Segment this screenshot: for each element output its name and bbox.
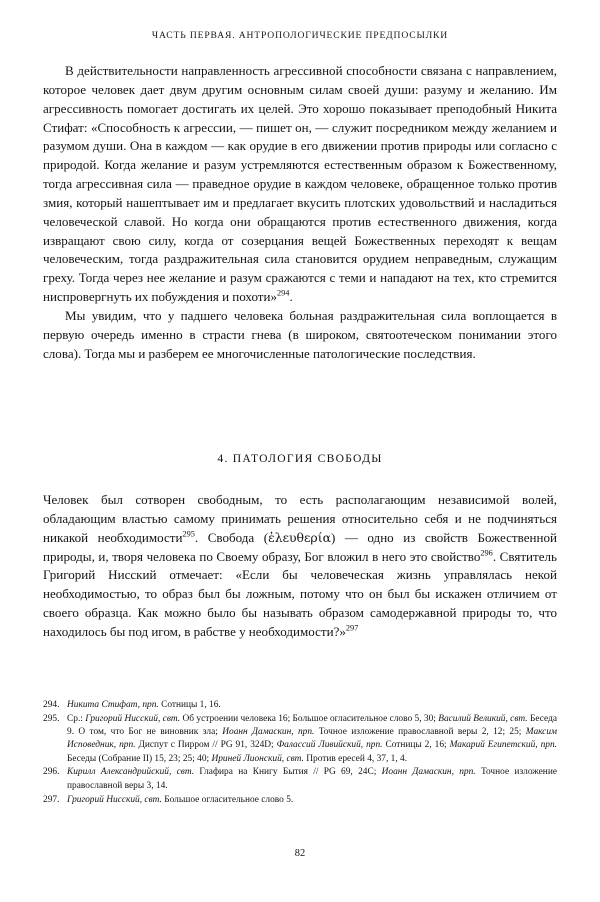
- paragraph-freedom-text-2: . Свобода (: [194, 529, 269, 545]
- footnote-author: Григорий Нисский, свт.: [85, 713, 181, 724]
- footnote-author: Макарий Египетский, прп.: [449, 740, 557, 751]
- footnote-author: Василий Великий, свт.: [438, 713, 528, 724]
- section-heading-pathology-of-freedom: 4. ПАТОЛОГИЯ СВОБОДЫ: [217, 452, 383, 465]
- footnote-number: 296.: [43, 767, 60, 778]
- footnote-citation: Ср.:: [67, 713, 86, 724]
- footnote-citation: Беседа 9. О том, что Бог не виновник зла;: [67, 713, 558, 738]
- footnote-citation: Точное изложение православной веры 3, 14.: [67, 767, 557, 791]
- footnote-author: Ириней Лионский, свт.: [211, 753, 304, 764]
- paragraph-freedom: [43, 491, 557, 642]
- paragraph-freedom-text-3: ) — одно из свойств Божественной природы, и, творя человека по Своему образу, Бог вложил в него это свойство: [43, 529, 557, 564]
- footnote-citation: Большое огласительное слово 5.: [161, 794, 294, 805]
- footnote-author: Кирилл Александрийский, свт.: [67, 767, 195, 778]
- footnote-number: 294.: [43, 700, 60, 710]
- footnote-citation: Беседы (Собрание II) 15, 23; 25; 40;: [67, 753, 212, 764]
- footnote-citation: Сотницы 1, 16.: [158, 700, 221, 710]
- footnote-author: Иоанн Дамаскин, прп.: [222, 727, 315, 738]
- footnote-citation: Против ересей 4, 37, 1, 4.: [303, 753, 408, 764]
- paragraph-aggression: [43, 62, 557, 307]
- paragraph-anger: Мы увидим, что у падшего человека больная раздражительная сила воплощается в первую очередь именно в страсти гнева (в широком, святоотеческом понимании этого слова). Тогда мы и разберем ее многочисленные патологические последствия.: [43, 307, 557, 361]
- footnote-ref-296[interactable]: 296: [480, 548, 493, 558]
- footnote-text: [67, 795, 293, 805]
- paragraph-aggression-tail: .: [289, 289, 293, 305]
- footnote-number: 297.: [43, 794, 60, 805]
- greek-term-eleutheria: ἐλευθερία: [268, 529, 331, 545]
- footnote-ref-294[interactable]: 294: [277, 288, 290, 298]
- footnote-citation: Диспут с Пирром // PG 91, 324D;: [135, 740, 277, 751]
- footnote-text: [67, 714, 557, 764]
- footnote-author: Григорий Нисский, свт.: [67, 794, 162, 805]
- footnote-entry: [43, 713, 557, 766]
- footnote-entry: [43, 766, 557, 793]
- footnote-text: [67, 700, 221, 710]
- footnote-ref-297[interactable]: 297: [345, 623, 359, 633]
- body-text-block-2: [43, 491, 557, 642]
- footnote-author: Никита Стифат, прп.: [67, 700, 159, 710]
- paragraph-freedom-text-4: . Святитель Григорий Нисский отмечает: «Если бы человеческая жизнь управлялась некой необходимостью, то образ был бы ложным, потому что он был бы искажен отличием от своего образца. Как можно было бы называть образом самодержавной природы то, что находилось бы под игом, в рабстве у необходимости?»: [43, 548, 557, 639]
- paragraph-freedom-text-1: Человек был сотворен свободным, то есть располагающим независимой волей, обладающим властью самому принимать решения относительно себя и не подчиняться никакой необходимости: [43, 492, 557, 545]
- footnote-entry: [43, 794, 557, 807]
- footnote-ref-295[interactable]: 295: [182, 529, 195, 539]
- footnote-citation: Точное изложение православной веры 2, 12; 25;: [314, 727, 526, 738]
- footnote-author: Фалассий Ливийский, прп.: [276, 740, 383, 751]
- footnote-author: Максим Исповедник, прп.: [67, 727, 558, 751]
- footnote-citation: Об устроении человека 16; Большое огласительное слово 5, 30;: [180, 713, 439, 724]
- running-header: ЧАСТЬ ПЕРВАЯ. АНТРОПОЛОГИЧЕСКИЕ ПРЕДПОСЫЛКИ: [151, 30, 449, 41]
- paragraph-aggression-text: В действительности направленность агрессивной способности связана с направлением, которое человек дает двум другим основным силам своей души: разуму и желанию. Им агрессивность помогает достигать их целей. Это хорошо показывает преподобный Никита Стифат: «Способность к агрессии, — пишет он, — служит посредником между желанием и разумом души. Она в каждом — как орудие в его движении против природы или согласно с природой. Когда желание и разум устремляются естественным образом к Божественному, тогда агрессивная сила — праведное орудие в каждом человеке, обращенное только против змия, который нашептывает им и предлагает вкусить плотских удовольствий и насладиться человеческой славой. Но когда они обращаются против естественного движения, когда извращают свою силу, когда от созерцания вещей Божественных переходят к вещам человеческим, тогда раздражительная сила становится орудием неправедным, служащим греху. Тогда через нее желание и разум сражаются с теми и нападают на тех, кто стремится ниспровергнуть их побуждения и похоти»: [43, 63, 557, 305]
- footnotes-section: [43, 699, 557, 807]
- footnote-number: 295.: [43, 713, 60, 724]
- footnote-citation: Глафира на Книгу Бытия // PG 69, 24C;: [194, 767, 382, 778]
- page-number: 82: [294, 848, 306, 859]
- footnote-entry: [43, 699, 557, 712]
- footnote-text: [67, 767, 557, 790]
- footnote-citation: Сотницы 2, 16;: [382, 740, 450, 751]
- body-text-block: [43, 62, 557, 364]
- footnote-author: Иоанн Дамаскин, прп.: [381, 767, 476, 778]
